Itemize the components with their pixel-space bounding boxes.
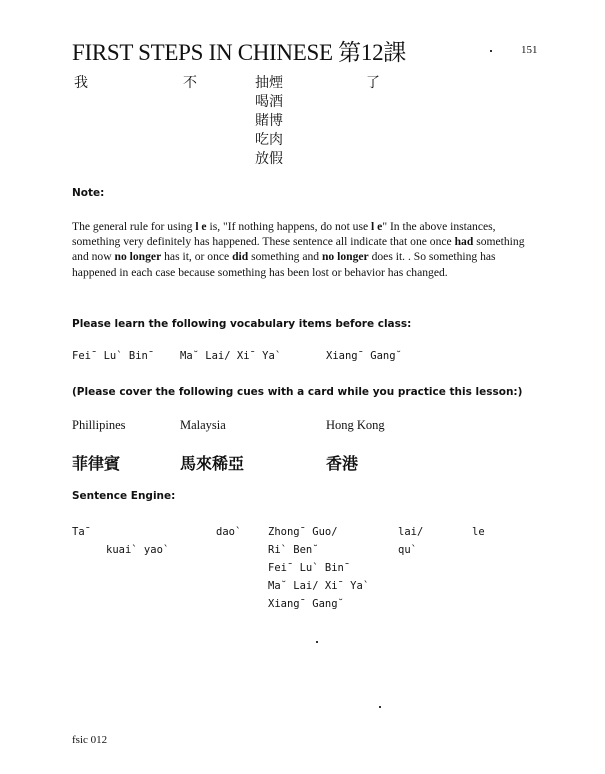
vocab-item: Fei¯ Lu` Bin¯ <box>72 350 155 362</box>
cues-heading: (Please cover the following cues with a card while you practice this lesson:) <box>72 386 523 398</box>
pattern-col3-item: 放假 <box>255 151 283 167</box>
cue-english: Phillipines <box>72 418 126 432</box>
pattern-col2: 不 <box>183 75 197 91</box>
pattern-col1: 我 <box>74 75 88 91</box>
scan-speck <box>490 50 492 52</box>
pattern-col3-item: 抽煙 <box>255 75 283 91</box>
vocab-heading: Please learn the following vocabulary items before class: <box>72 318 412 330</box>
note-paragraph: The general rule for using l e is, "If nothing happens, do not use l e" In the above instances, something very definitely has happened. These sentence all indicate that one once had something and now no longer has it, or once did something and no longer does it. . So something has happened in each case because something has been lost or behavior has changed. <box>72 220 525 279</box>
page-number: 151 <box>521 44 538 56</box>
engine-place: Xiang¯ Gang˘ <box>268 598 344 610</box>
engine-direction: qu` <box>398 544 417 556</box>
vocab-item: Xiang¯ Gang˘ <box>326 350 402 362</box>
engine-adverb: kuai` yao` <box>106 544 170 556</box>
note-heading: Note: <box>72 187 105 199</box>
scan-speck <box>316 641 318 643</box>
scan-speck <box>379 706 381 708</box>
cue-chinese: 香港 <box>326 454 359 473</box>
footer-code: fsic 012 <box>72 734 108 746</box>
engine-verb: dao` <box>216 526 242 538</box>
page-title: FIRST STEPS IN CHINESE 第12課 <box>72 40 406 65</box>
cue-english: Hong Kong <box>326 418 385 432</box>
pattern-col3-item: 吃肉 <box>255 132 283 148</box>
engine-place: Fei¯ Lu` Bin¯ <box>268 562 351 574</box>
vocab-item: Ma˘ Lai/ Xi¯ Ya` <box>180 350 282 362</box>
engine-particle: le <box>472 526 485 538</box>
cue-chinese: 馬來稀亞 <box>180 454 245 473</box>
cue-chinese: 菲律賓 <box>72 454 121 473</box>
did-term: did <box>232 250 249 264</box>
cue-english: Malaysia <box>180 418 226 432</box>
engine-direction: lai/ <box>398 526 424 538</box>
pattern-col3-item: 喝酒 <box>255 94 283 110</box>
had-term: had <box>454 235 474 249</box>
engine-heading: Sentence Engine: <box>72 490 176 502</box>
pattern-col3-item: 賭博 <box>255 113 283 129</box>
engine-subject: Ta¯ <box>72 526 91 538</box>
le-term: l e <box>195 220 207 233</box>
engine-place: Zhong¯ Guo/ <box>268 526 338 538</box>
pattern-col4: 了 <box>366 75 380 91</box>
engine-place: Ri` Ben˘ <box>268 544 319 556</box>
no-longer-term: no longer <box>321 250 369 264</box>
no-longer-term: no longer <box>114 250 162 264</box>
le-term: l e <box>371 220 383 233</box>
engine-place: Ma˘ Lai/ Xi¯ Ya` <box>268 580 370 592</box>
